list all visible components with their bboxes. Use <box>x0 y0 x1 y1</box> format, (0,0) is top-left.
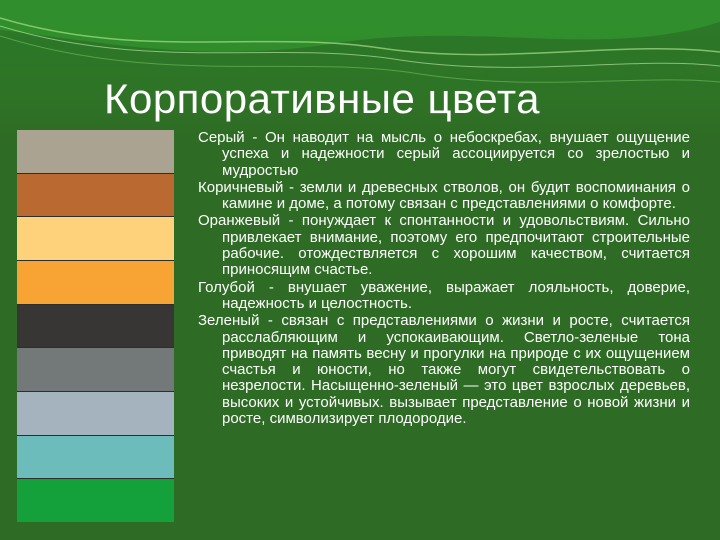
swatch-gray <box>17 130 174 174</box>
description-gray: Серый - Он наводит на мысль о небоскребах, внушает ощущение успеха и надежности серый ассоциируется со зрелостью и мудростью <box>198 129 690 179</box>
swatch-light-yellow <box>17 217 174 261</box>
description-green: Зеленый - связан с представлениями о жизни и росте, считается расслабляющим и успокаивающим. Светло-зеленые тона приводят на память весну и прогулки на природе с их ощущением счастья и юности, но также могут свидетельствовать о незрелости. Насыщенно-зеленый — это цвет взрослых деревьев, высоких и устойчивых. вызывает представление о новой жизни и росте, символизирует плодородие. <box>198 312 690 428</box>
swatch-green <box>17 479 174 522</box>
description-orange: Оранжевый - понуждает к спонтанности и удовольствиям. Сильно привлекает внимание, поэтому его предпочитают строительные рабочие. отождествляется с хорошим качеством, считается приносящим счастье. <box>198 212 690 279</box>
slide-title: Корпоративные цвета <box>104 75 540 122</box>
color-descriptions <box>198 130 690 428</box>
description-blue: Голубой - внушает уважение, выражает лояльность, доверие, надежность и целостность. <box>198 278 690 312</box>
swatch-dark-gray <box>17 305 174 349</box>
swatch-teal <box>17 436 174 480</box>
swatch-light-blue <box>17 392 174 436</box>
swatch-orange <box>17 261 174 305</box>
swatch-brown <box>17 174 174 218</box>
color-swatches <box>17 130 174 522</box>
description-brown: Коричневый - земли и древесных стволов, он будит воспоминания о камине и доме, а потому связан с представлениями о комфорте. <box>198 178 690 213</box>
swatch-slate <box>17 348 174 392</box>
